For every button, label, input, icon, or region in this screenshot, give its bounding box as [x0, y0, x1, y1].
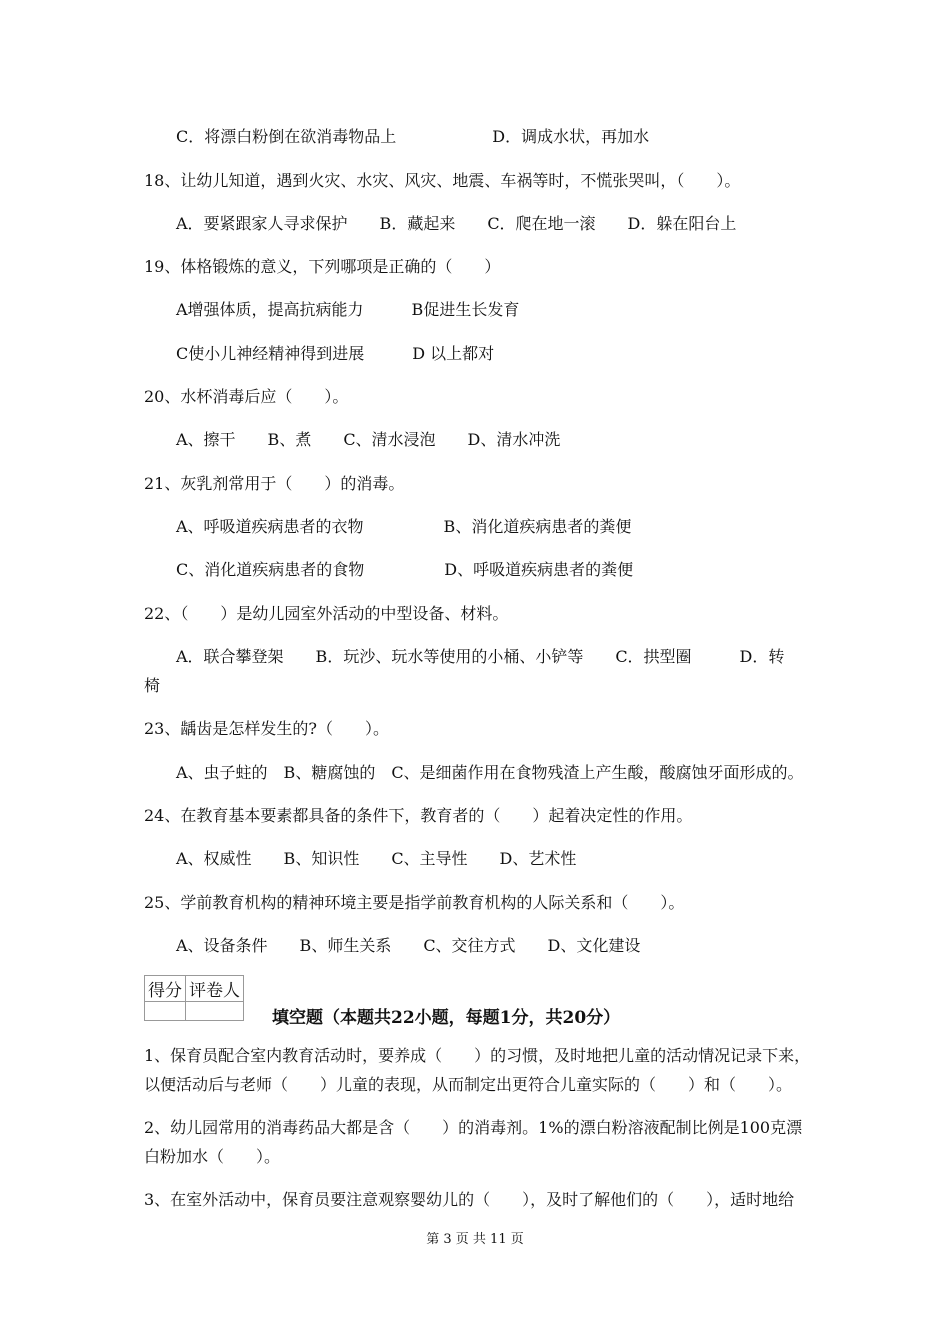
score-cell [145, 1002, 186, 1021]
section-title: 填空题（本题共22小题，每题1分，共20分） [272, 1008, 621, 1028]
question-line: 22、（ ）是幼儿园室外活动的中型设备、材料。 [144, 604, 509, 623]
question-line: 24、在教育基本要素都具备的条件下，教育者的（ ）起着决定性的作用。 [144, 806, 693, 825]
question-line: 25、学前教育机构的精神环境主要是指学前教育机构的人际关系和（ ）。 [144, 893, 685, 912]
question-line: 21、灰乳剂常用于（ ）的消毒。 [144, 474, 405, 493]
option-line: A．要紧跟家人寻求保护 B．藏起来 C．爬在地一滚 D．躲在阳台上 [176, 214, 737, 233]
option-line: A、呼吸道疾病患者的衣物 B、消化道疾病患者的粪便 [176, 517, 632, 536]
option-line: C、消化道疾病患者的食物 D、呼吸道疾病患者的粪便 [176, 560, 634, 579]
question-line: 20、水杯消毒后应（ ）。 [144, 387, 349, 406]
grader-cell [186, 1002, 244, 1021]
fill-question-line: 以便活动后与老师（ ）儿童的表现，从而制定出更符合儿童实际的（ ）和（ ）。 [144, 1075, 793, 1094]
score-label: 得分 [145, 976, 186, 1002]
option-line-wrap: 椅 [144, 676, 161, 695]
option-line: A、权威性 B、知识性 C、主导性 D、艺术性 [176, 849, 577, 868]
question-line: 18、让幼儿知道，遇到火灾、水灾、风灾、地震、车祸等时，不慌张哭叫，（ ）。 [144, 171, 741, 190]
question-line: 23、龋齿是怎样发生的?（ ）。 [144, 719, 389, 738]
option-line: A、虫子蛀的 B、糖腐蚀的 C、是细菌作用在食物残渣上产生酸，酸腐蚀牙面形成的。 [176, 763, 804, 782]
fill-question-line: 3、在室外活动中，保育员要注意观察婴幼儿的（ ），及时了解他们的（ ），适时地给 [144, 1190, 795, 1209]
score-box [144, 975, 244, 1021]
option-line: A、设备条件 B、师生关系 C、交往方式 D、文化建设 [176, 936, 641, 955]
page-footer: 第 3 页 共 11 页 [426, 1232, 524, 1247]
fill-question-line: 1、保育员配合室内教育活动时，要养成（ ）的习惯，及时地把儿童的活动情况记录下来， [144, 1046, 811, 1065]
grader-label: 评卷人 [186, 976, 244, 1002]
fill-question-line: 2、幼儿园常用的消毒药品大都是含（ ）的消毒剂。1%的漂白粉溶液配制比例是100克漂 [144, 1118, 803, 1137]
fill-question-line: 白粉加水（ ）。 [144, 1147, 281, 1166]
option-line: C使小儿神经精神得到进展 D 以上都对 [176, 344, 495, 363]
option-line: A．联合攀登架 B．玩沙、玩水等使用的小桶、小铲等 C．拱型圈 D．转 [176, 647, 785, 666]
option-line: A增强体质，提高抗病能力 B促进生长发育 [176, 300, 520, 319]
question-line: 19、体格锻炼的意义，下列哪项是正确的（ ） [144, 257, 501, 276]
option-line: C．将漂白粉倒在欲消毒物品上 D．调成水状，再加水 [176, 127, 650, 146]
option-line: A、擦干 B、煮 C、清水浸泡 D、清水冲洗 [176, 430, 561, 449]
